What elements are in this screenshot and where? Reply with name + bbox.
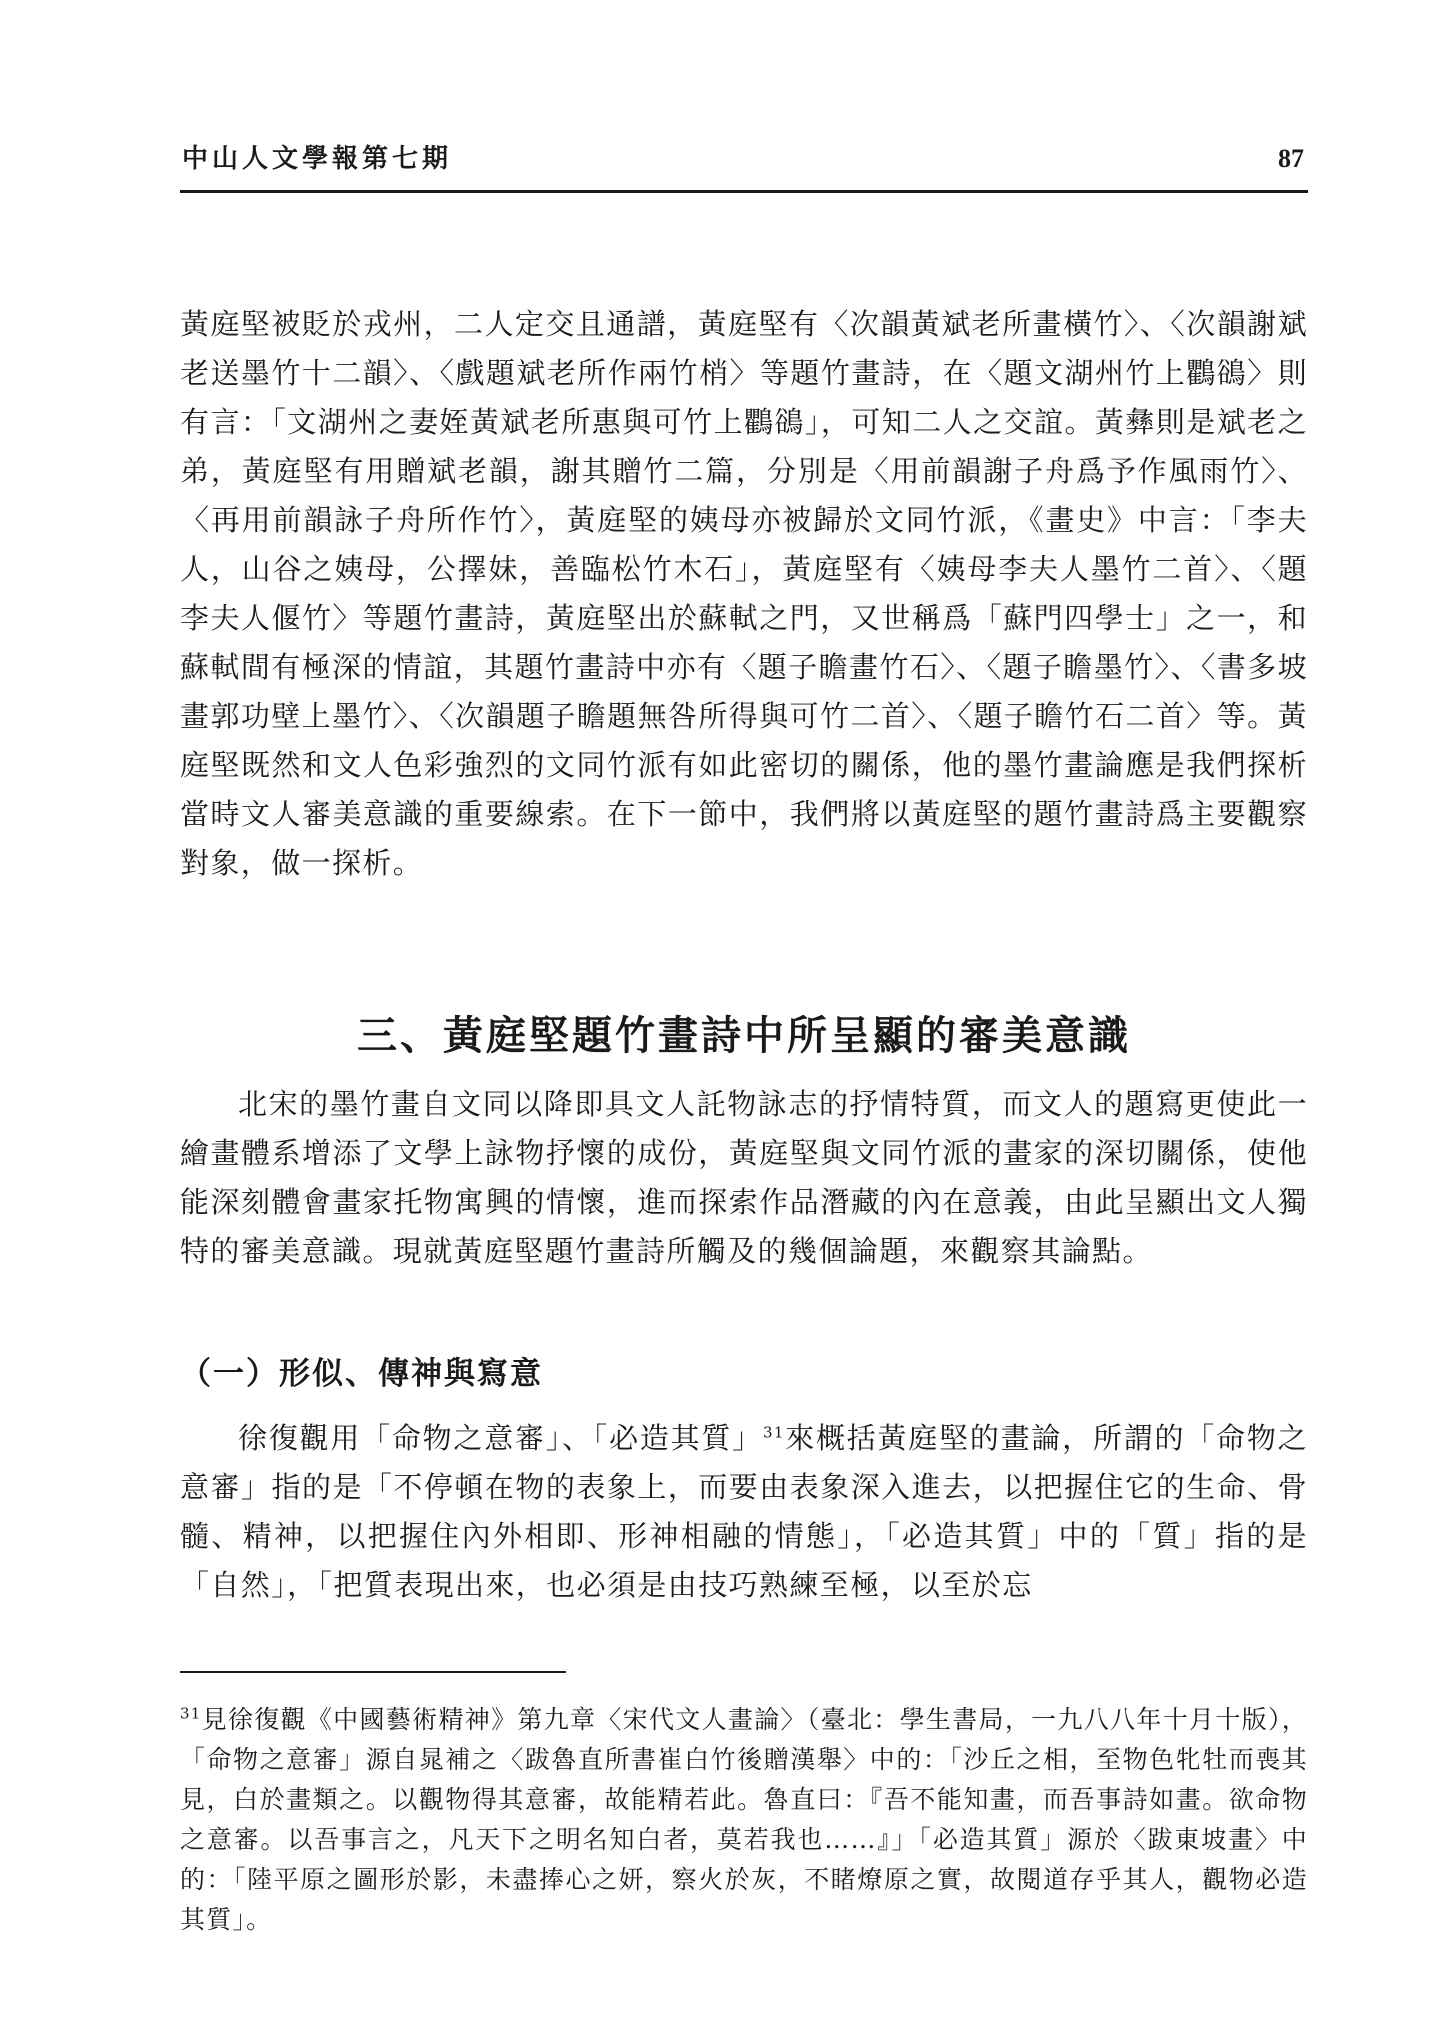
- paragraph-text: 徐復觀用「命物之意審」、「必造其質」: [238, 1421, 763, 1455]
- footnote-reference: 31: [762, 1423, 785, 1442]
- body-paragraph: 北宋的墨竹畫自文同以降即具文人託物詠志的抒情特質，而文人的題寫更使此一繪畫體系增添了文學上詠物抒懷的成份，黃庭堅與文同竹派的畫家的深切關係，使他能深刻體會畫家托物寓興的情懷，進而探索作品潛藏的內在意義，由此呈顯出文人獨特的審美意識。現就黃庭堅題竹畫詩所觸及的幾個論題，來觀察其論點。: [180, 1087, 1308, 1268]
- subsection-heading: （一）形似、傳神與寫意: [180, 1356, 543, 1392]
- page-number: 87: [1278, 144, 1304, 173]
- footnote-marker: 31: [180, 1704, 202, 1723]
- journal-title: 中山人文學報第七期: [182, 144, 453, 174]
- running-header: [180, 128, 1308, 193]
- section-heading: 三、黃庭堅題竹畫詩中所呈顯的審美意識: [357, 1013, 1131, 1059]
- body-paragraph: [180, 1414, 1308, 1610]
- body-paragraph: 黃庭堅被貶於戎州，二人定交且通譜，黃庭堅有〈次韻黃斌老所畫橫竹〉、〈次韻謝斌老送墨竹十二韻〉、〈戲題斌老所作兩竹梢〉等題竹畫詩，在〈題文湖州竹上鸜鵒〉則有言：「文湖州之妻姪黃斌老所惠與可竹上鸜鵒」，可知二人之交誼。黃彝則是斌老之弟，黃庭堅有用贈斌老韻，謝其贈竹二篇，分別是〈用前韻謝子舟爲予作風雨竹〉、〈再用前韻詠子舟所作竹〉，黃庭堅的姨母亦被歸於文同竹派，《畫史》中言：「李夫人，山谷之姨母，公擇妹，善臨松竹木石」，黃庭堅有〈姨母李夫人墨竹二首〉、〈題李夫人偃竹〉等題竹畫詩，黃庭堅出於蘇軾之門，又世稱爲「蘇門四學士」之一，和蘇軾間有極深的情誼，其題竹畫詩中亦有〈題子瞻畫竹石〉、〈題子瞻墨竹〉、〈書多坡畫郭功壁上墨竹〉、〈次韻題子瞻題無咎所得與可竹二首〉、〈題子瞻竹石二首〉等。黃庭堅既然和文人色彩強烈的文同竹派有如此密切的關係，他的墨竹畫論應是我們探析當時文人審美意識的重要線索。在下一節中，我們將以黃庭堅的題竹畫詩爲主要觀察對象，做一探析。: [180, 307, 1308, 880]
- footnote: [180, 1700, 1308, 1940]
- footnote-text: 見徐復觀《中國藝術精神》第九章〈宋代文人畫論〉（臺北：學生書局，一九八八年十月十版），「命物之意審」源自晁補之〈跋魯直所書崔白竹後贈漢舉〉中的：「沙丘之相，至物色牝牡而喪其見，白於畫類之。以觀物得其意審，故能精若此。魯直曰：『吾不能知畫，而吾事詩如畫。欲命物之意審。以吾事言之，凡天下之明名知白者，莫若我也……』」「必造其質」源於〈跋東坡畫〉中的：「陸平原之圖形於影，未盡捧心之妍，察火於灰，不睹燎原之實，故閱道存乎其人，觀物必造其質」。: [180, 1705, 1308, 1934]
- footnote-divider: [180, 1671, 566, 1673]
- paragraph-text: 來概括黃庭堅的畫論，所謂的「命物之意審」指的是「不停頓在物的表象上，而要由表象深入進去，以把握住它的生命、骨髓、精神，以把握住內外相即、形神相融的情態」，「必造其質」中的「質」指的是「自然」，「把質表現出來，也必須是由技巧熟練至極，以至於忘: [180, 1421, 1308, 1602]
